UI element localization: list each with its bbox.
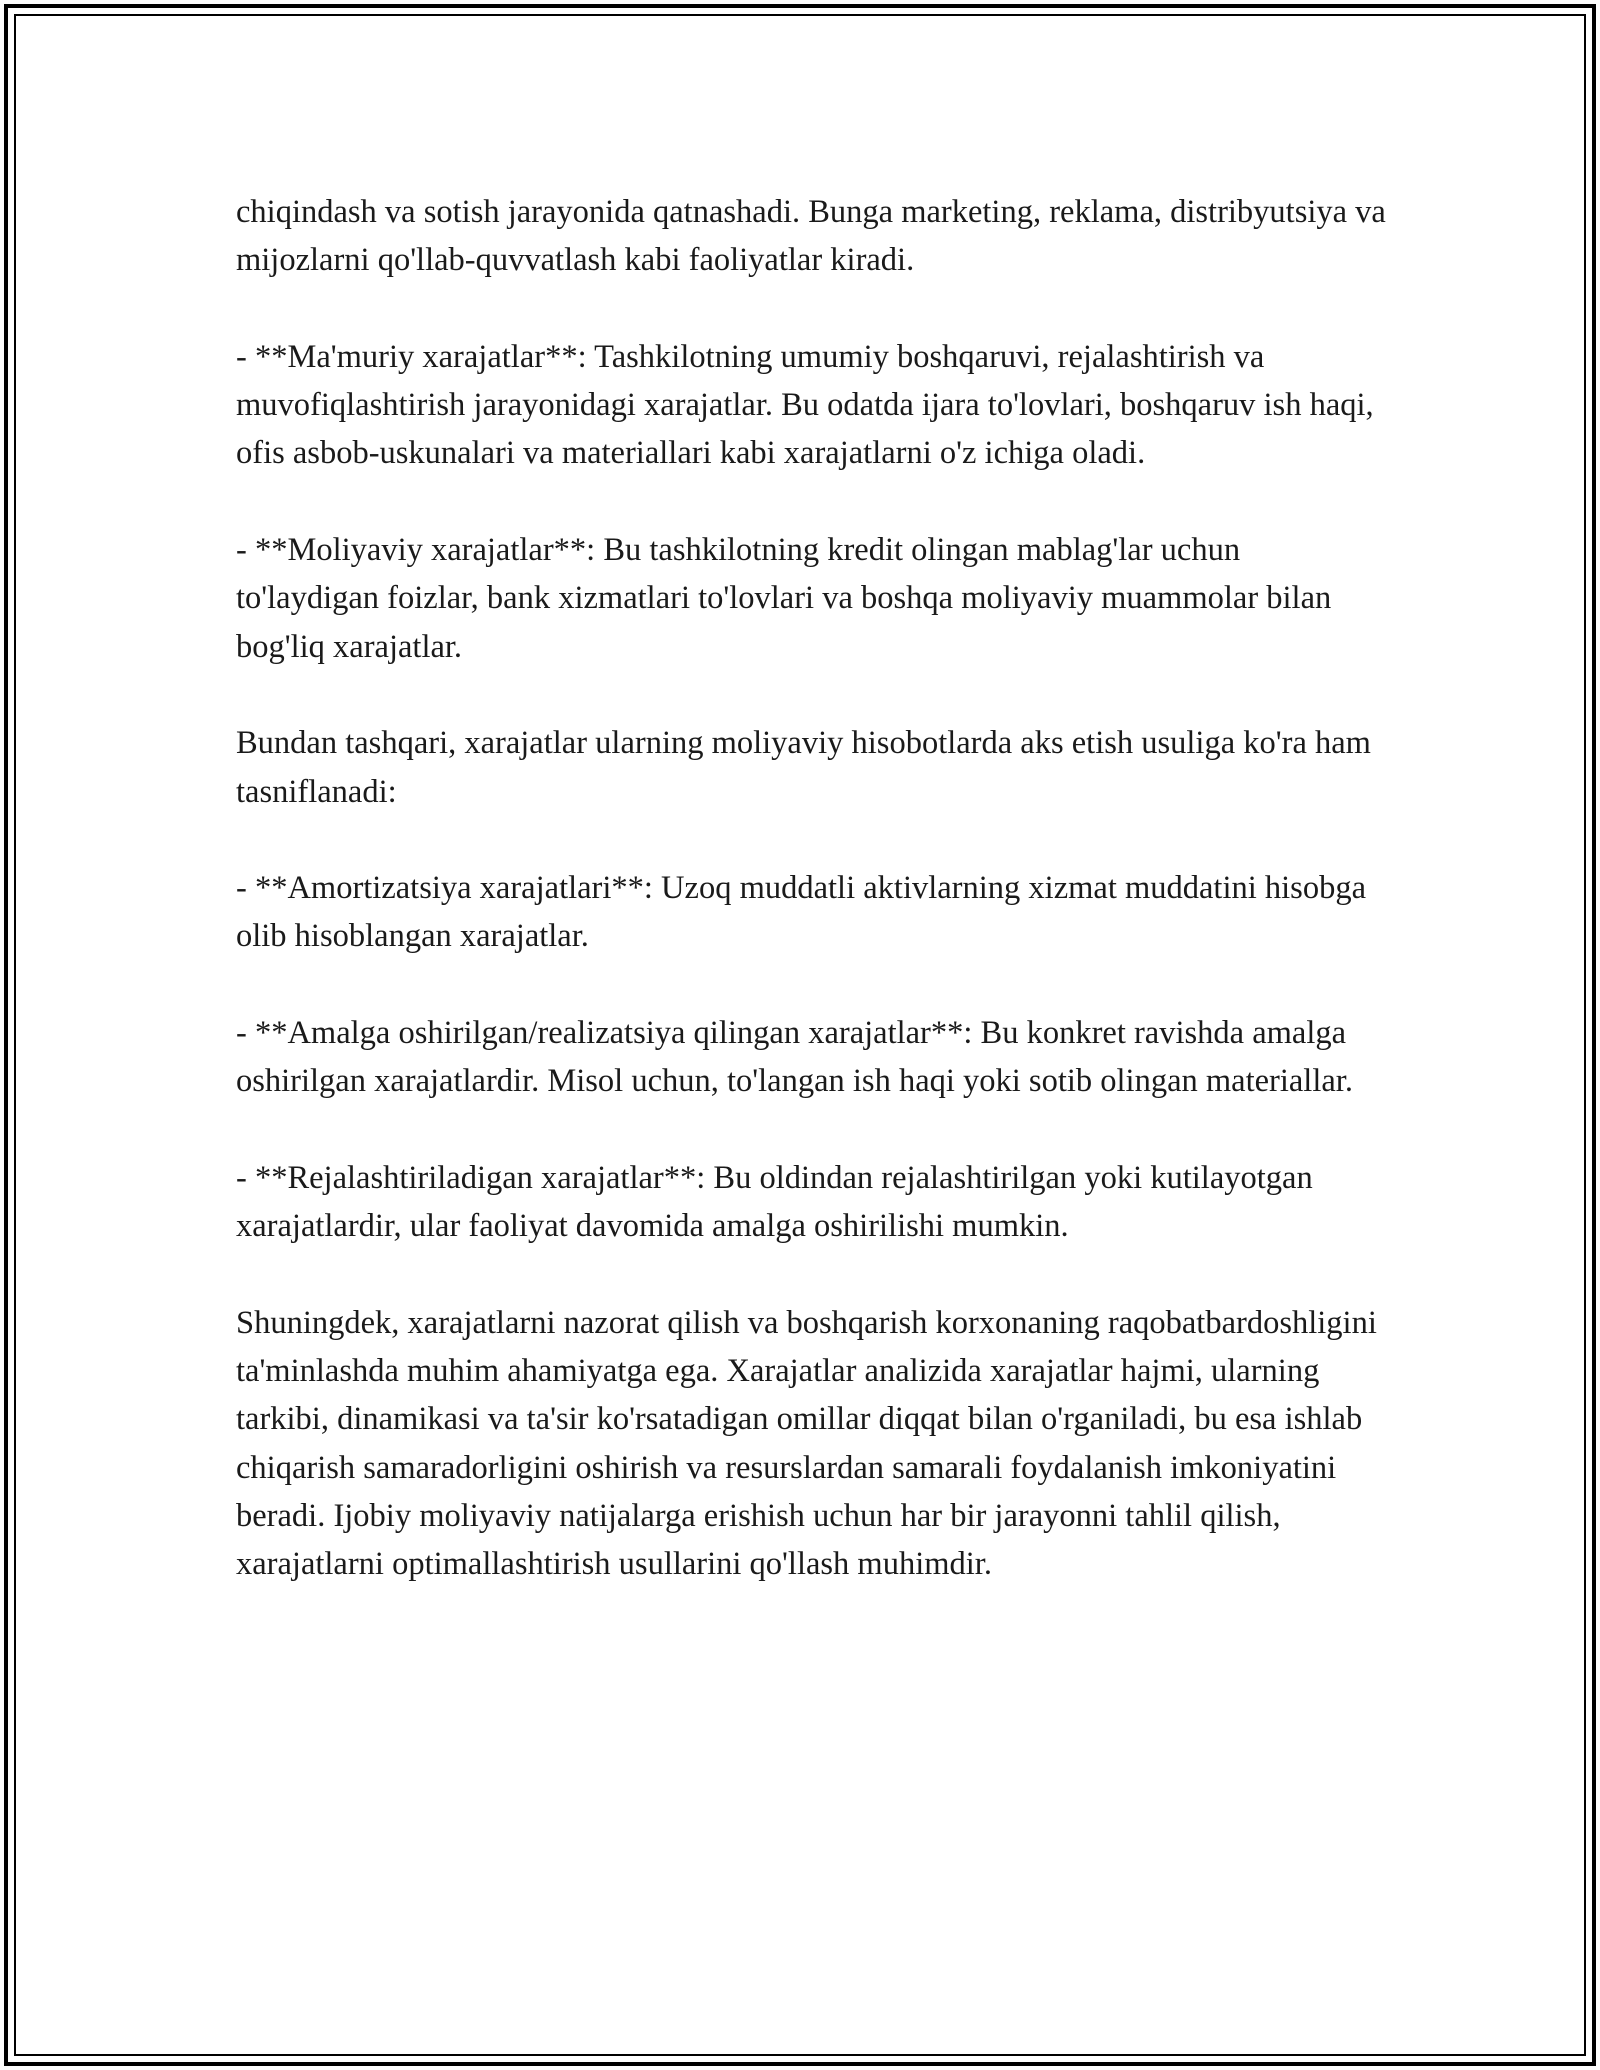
paragraph-planned-costs: - **Rejalashtiriladigan xarajatlar**: Bu oldindan rejalashtirilgan yoki kutilayotgan xarajatlardir, ular faoliyat davomida amalga oshirilishi mumkin.: [236, 1159, 1313, 1245]
paragraph-financial-costs: - **Moliyaviy xarajatlar**: Bu tashkilotning kredit olingan mablag'lar uchun to'laydigan foizlar, bank xizmatlari to'lovlari va boshqa moliyaviy muammolar bilan bog'liq xarajatlar.: [236, 532, 1332, 665]
paragraph-marketing-continuation: chiqindash va sotish jarayonida qatnashadi. Bunga marketing, reklama, distribyutsiya va mijozlarni qo'llab-quvvatlash kabi faoliyatlar kiradi.: [236, 194, 1386, 279]
document-body: [236, 188, 1386, 1589]
paragraph-administrative-costs: - **Ma'muriy xarajatlar**: Tashkilotning umumiy boshqaruvi, rejalashtirish va muvofiqlashtirish jarayonidagi xarajatlar. Bu odatda ijara to'lovlari, boshqaruv ish haqi, ofis asbob-uskunalari va materiallari kabi xarajatlarni o'z ichiga oladi.: [236, 338, 1374, 472]
paragraph-amortization-costs: - **Amortizatsiya xarajatlari**: Uzoq muddatli aktivlarning xizmat muddatini hisobga olib hisoblangan xarajatlar.: [236, 870, 1366, 955]
paragraph-reporting-classification: Bundan tashqari, xarajatlar ularning moliyaviy hisobotlarda aks etish usuliga ko'ra ham tasniflanadi:: [236, 725, 1371, 810]
paragraph-cost-control: Shuningdek, xarajatlarni nazorat qilish va boshqarish korxonaning raqobatbardoshligini ta'minlashda muhim ahamiyatga ega. Xarajatlar analizida xarajatlar hajmi, ularning tarkibi, dinamikasi va ta'sir ko'rsatadigan omillar diqqat bilan o'rganiladi, bu esa ishlab chiqarish samaradorligini oshirish va resurslardan samarali foydalanish imkoniyatini beradi. Ijobiy moliyaviy natijalarga erishish uchun har bir jarayonni tahlil qilish, xarajatlarni optimallashtirish usullarini qo'llash muhimdir.: [236, 1304, 1377, 1583]
paragraph-realized-costs: - **Amalga oshirilgan/realizatsiya qilingan xarajatlar**: Bu konkret ravishda amalga oshirilgan xarajatlardir. Misol uchun, to'langan ish haqi yoki sotib olingan materiallar.: [236, 1015, 1353, 1100]
